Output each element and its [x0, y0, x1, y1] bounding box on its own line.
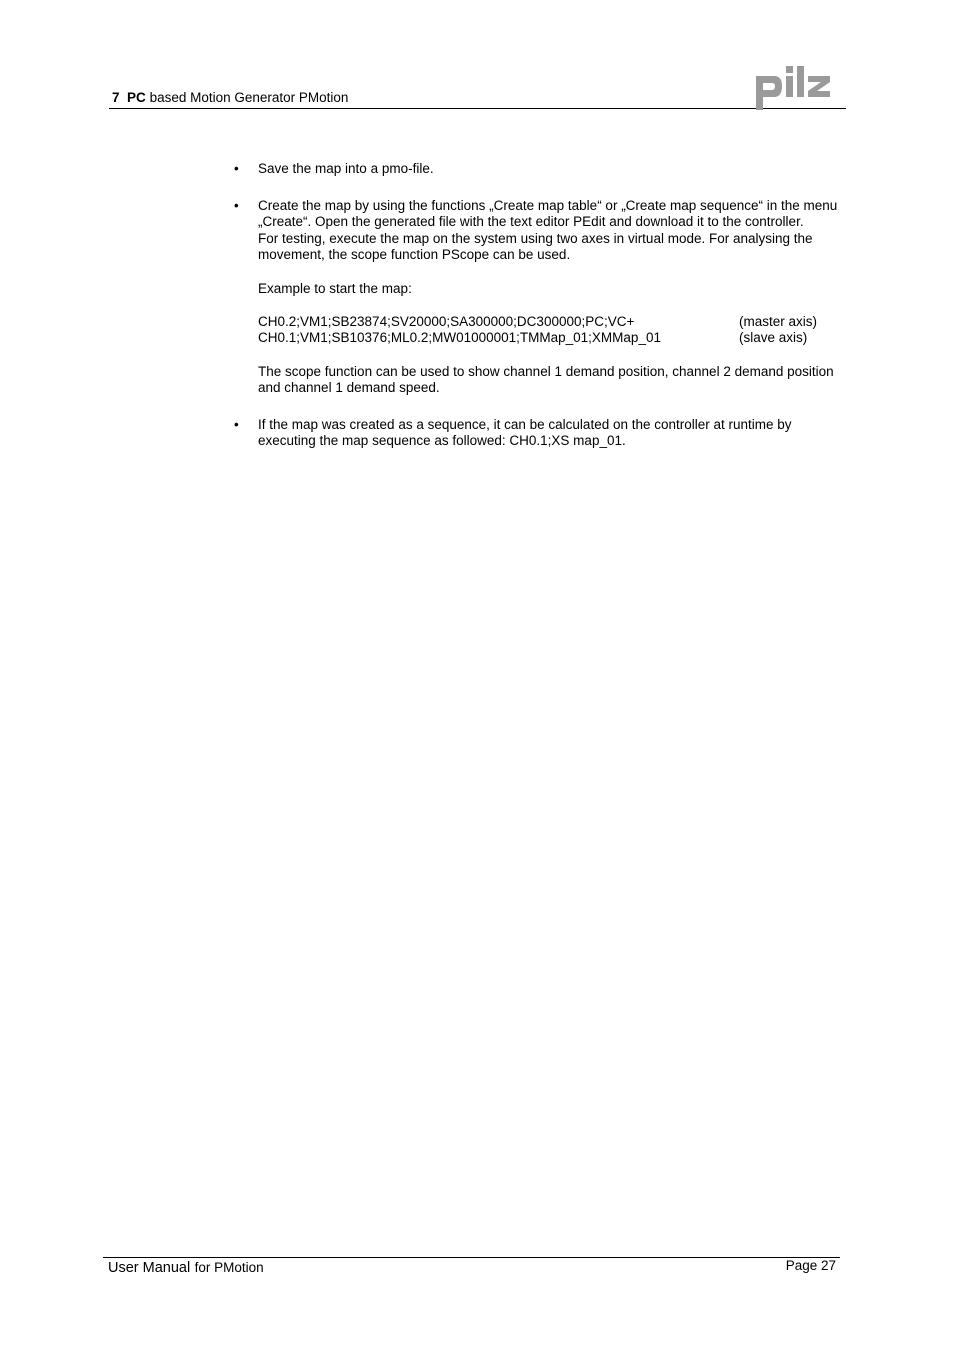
- bullet-icon: •: [234, 416, 239, 432]
- code-command: CH0.2;VM1;SB23874;SV20000;SA300000;DC300000;PC;VC+: [258, 313, 635, 329]
- bullet-icon: •: [234, 197, 239, 213]
- code-note: (master axis): [739, 313, 818, 329]
- paragraph: For testing, execute the map on the system using two axes in virtual mode. For analysing the movement, the scope function PScope can be used.: [258, 230, 813, 263]
- paragraph: The scope function can be used to show channel 1 demand position, channel 2 demand position and channel 1 demand speed.: [258, 363, 834, 396]
- chapter-title-bold: PC: [127, 90, 146, 105]
- example-label: Example to start the map:: [258, 280, 412, 296]
- paragraph: Create the map by using the functions „Create map table“ or „Create map sequence“ in the menu „Create“. Open the generated file with the text editor PEdit and download it to the controller.: [258, 197, 838, 230]
- page-content: [231, 161, 843, 470]
- pilz-logo: [754, 66, 842, 110]
- page-number: Page 27: [785, 1258, 836, 1273]
- page-header: [109, 60, 846, 109]
- code-command: CH0.1;VM1;SB10376;ML0.2;MW01000001;TMMap_01;XMMap_01: [258, 330, 661, 346]
- code-block: [258, 314, 843, 347]
- list-item: [231, 198, 843, 397]
- chapter-title: [112, 90, 348, 106]
- code-note: (slave axis): [739, 330, 808, 346]
- list-item: [231, 161, 843, 178]
- bullet-icon: •: [234, 161, 239, 176]
- manual-title: [108, 1259, 264, 1277]
- list-item-text: Save the map into a pmo-file.: [258, 161, 434, 176]
- code-line: [258, 314, 843, 331]
- manual-title-sub: for PMotion: [194, 1260, 264, 1275]
- list-item-text: If the map was created as a sequence, it can be calculated on the controller at runtime by executing the map sequence as followed: CH0.1;XS map_01.: [258, 416, 792, 449]
- list-item: [231, 417, 843, 450]
- chapter-number: 7: [112, 90, 120, 105]
- code-line: [258, 330, 843, 347]
- chapter-title-rest: based Motion Generator PMotion: [149, 90, 349, 105]
- manual-title-main: User Manual: [108, 1260, 191, 1276]
- page-footer: [103, 1257, 840, 1276]
